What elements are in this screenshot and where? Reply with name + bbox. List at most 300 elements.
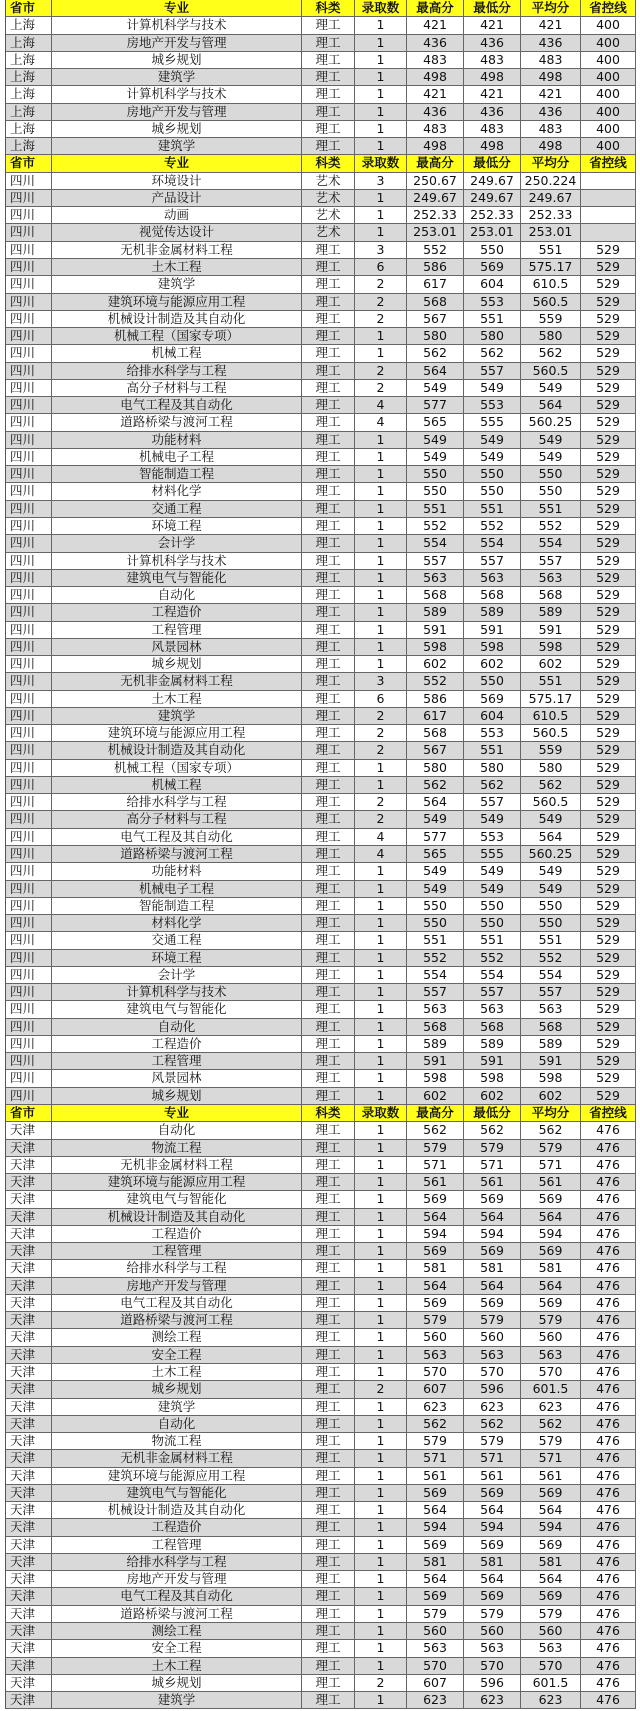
table-row	[6, 1278, 636, 1295]
cell-category: 理工	[302, 1001, 355, 1017]
header-avg-score: 平均分	[521, 155, 581, 171]
table-row	[6, 276, 636, 293]
table-row	[6, 17, 636, 34]
cell-control-line: 529	[581, 1001, 636, 1017]
cell-province: 四川	[6, 466, 52, 482]
cell-avg-score: 551	[521, 501, 581, 517]
cell-min-score: 555	[464, 414, 521, 430]
cell-major: 安全工程	[52, 1347, 302, 1363]
cell-avg-score: 563	[521, 570, 581, 586]
cell-min-score: 570	[464, 1364, 521, 1380]
cell-province: 天津	[6, 1658, 52, 1674]
cell-avg-score: 564	[521, 397, 581, 413]
cell-avg-score: 575.17	[521, 259, 581, 275]
table-row	[6, 1537, 636, 1554]
table-row	[6, 294, 636, 311]
cell-admitted-count: 1	[355, 52, 407, 68]
cell-category: 理工	[302, 1329, 355, 1345]
cell-control-line: 529	[581, 1088, 636, 1104]
cell-province: 四川	[6, 1088, 52, 1104]
cell-major: 城乡规划	[52, 1381, 302, 1397]
cell-avg-score: 253.01	[521, 224, 581, 240]
cell-admitted-count: 1	[355, 1399, 407, 1415]
cell-major: 工程造价	[52, 1519, 302, 1535]
cell-category: 理工	[302, 1209, 355, 1225]
header-max-score: 最高分	[407, 1105, 464, 1121]
cell-category: 理工	[302, 138, 355, 154]
cell-max-score: 550	[407, 898, 464, 914]
cell-min-score: 562	[464, 1416, 521, 1432]
cell-category: 理工	[302, 604, 355, 620]
cell-province: 天津	[6, 1329, 52, 1345]
cell-admitted-count: 1	[355, 483, 407, 499]
cell-min-score: 598	[464, 639, 521, 655]
cell-province: 天津	[6, 1191, 52, 1207]
cell-category: 理工	[302, 1640, 355, 1656]
cell-control-line: 476	[581, 1468, 636, 1484]
cell-max-score: 565	[407, 846, 464, 862]
cell-province: 天津	[6, 1502, 52, 1518]
cell-major: 智能制造工程	[52, 466, 302, 482]
cell-min-score: 549	[464, 380, 521, 396]
cell-province: 天津	[6, 1295, 52, 1311]
cell-control-line: 476	[581, 1260, 636, 1276]
cell-province: 天津	[6, 1554, 52, 1570]
cell-category: 理工	[302, 518, 355, 534]
cell-max-score: 569	[407, 1295, 464, 1311]
cell-min-score: 579	[464, 1433, 521, 1449]
cell-max-score: 252.33	[407, 207, 464, 223]
cell-max-score: 549	[407, 881, 464, 897]
cell-min-score: 589	[464, 1036, 521, 1052]
cell-max-score: 580	[407, 328, 464, 344]
cell-admitted-count: 1	[355, 1036, 407, 1052]
cell-min-score: 569	[464, 691, 521, 707]
cell-major: 交通工程	[52, 932, 302, 948]
cell-admitted-count: 1	[355, 1174, 407, 1190]
cell-admitted-count: 1	[355, 898, 407, 914]
table-row	[6, 345, 636, 362]
cell-min-score: 589	[464, 604, 521, 620]
cell-avg-score: 549	[521, 380, 581, 396]
cell-major: 会计学	[52, 535, 302, 551]
cell-avg-score: 552	[521, 518, 581, 534]
cell-control-line: 476	[581, 1571, 636, 1587]
table-row	[6, 259, 636, 276]
cell-category: 理工	[302, 932, 355, 948]
cell-category: 理工	[302, 984, 355, 1000]
table-row	[6, 1174, 636, 1191]
cell-province: 四川	[6, 622, 52, 638]
cell-max-score: 579	[407, 1606, 464, 1622]
cell-category: 理工	[302, 1278, 355, 1294]
table-row	[6, 829, 636, 846]
cell-avg-score: 550	[521, 466, 581, 482]
cell-avg-score: 436	[521, 35, 581, 51]
cell-max-score: 557	[407, 984, 464, 1000]
cell-major: 道路桥梁与渡河工程	[52, 414, 302, 430]
cell-major: 建筑学	[52, 708, 302, 724]
cell-category: 理工	[302, 742, 355, 758]
cell-admitted-count: 1	[355, 138, 407, 154]
cell-admitted-count: 1	[355, 1502, 407, 1518]
cell-category: 理工	[302, 1140, 355, 1156]
cell-min-score: 604	[464, 276, 521, 292]
cell-province: 四川	[6, 691, 52, 707]
cell-province: 四川	[6, 173, 52, 189]
cell-admitted-count: 1	[355, 1243, 407, 1259]
cell-avg-score: 550	[521, 915, 581, 931]
cell-province: 天津	[6, 1381, 52, 1397]
cell-province: 天津	[6, 1571, 52, 1587]
cell-admitted-count: 1	[355, 69, 407, 85]
cell-province: 天津	[6, 1364, 52, 1380]
table-row	[6, 1347, 636, 1364]
cell-min-score: 571	[464, 1157, 521, 1173]
cell-max-score: 571	[407, 1157, 464, 1173]
cell-admitted-count: 1	[355, 501, 407, 517]
cell-max-score: 557	[407, 553, 464, 569]
cell-admitted-count: 1	[355, 190, 407, 206]
cell-max-score: 617	[407, 708, 464, 724]
table-row	[6, 760, 636, 777]
cell-major: 机械设计制造及其自动化	[52, 742, 302, 758]
cell-major: 风景园林	[52, 639, 302, 655]
cell-major: 工程管理	[52, 622, 302, 638]
cell-admitted-count: 1	[355, 1588, 407, 1604]
cell-admitted-count: 1	[355, 1088, 407, 1104]
cell-min-score: 604	[464, 708, 521, 724]
cell-province: 上海	[6, 69, 52, 85]
cell-max-score: 623	[407, 1399, 464, 1415]
cell-admitted-count: 1	[355, 1329, 407, 1345]
cell-major: 工程管理	[52, 1243, 302, 1259]
cell-max-score: 563	[407, 1640, 464, 1656]
cell-category: 理工	[302, 121, 355, 137]
cell-max-score: 552	[407, 673, 464, 689]
cell-max-score: 598	[407, 1070, 464, 1086]
cell-major: 计算机科学与技术	[52, 86, 302, 102]
cell-category: 理工	[302, 345, 355, 361]
cell-category: 理工	[302, 1554, 355, 1570]
cell-min-score: 549	[464, 863, 521, 879]
cell-control-line: 476	[581, 1364, 636, 1380]
cell-major: 建筑电气与智能化	[52, 1001, 302, 1017]
cell-province: 天津	[6, 1433, 52, 1449]
cell-control-line: 400	[581, 17, 636, 33]
cell-control-line: 529	[581, 466, 636, 482]
cell-avg-score: 549	[521, 432, 581, 448]
table-row	[6, 570, 636, 587]
cell-control-line: 529	[581, 777, 636, 793]
cell-major: 产品设计	[52, 190, 302, 206]
cell-category: 理工	[302, 294, 355, 310]
cell-province: 四川	[6, 656, 52, 672]
cell-category: 理工	[302, 639, 355, 655]
table-row	[6, 1070, 636, 1087]
cell-category: 理工	[302, 52, 355, 68]
table-row	[6, 915, 636, 932]
cell-admitted-count: 1	[355, 1519, 407, 1535]
cell-admitted-count: 4	[355, 829, 407, 845]
cell-category: 理工	[302, 725, 355, 741]
cell-admitted-count: 1	[355, 1485, 407, 1501]
cell-min-score: 569	[464, 1191, 521, 1207]
cell-avg-score: 623	[521, 1692, 581, 1708]
cell-province: 四川	[6, 294, 52, 310]
cell-major: 建筑电气与智能化	[52, 1485, 302, 1501]
table-row	[6, 553, 636, 570]
cell-control-line: 529	[581, 259, 636, 275]
cell-category: 理工	[302, 380, 355, 396]
cell-min-score: 562	[464, 345, 521, 361]
cell-max-score: 617	[407, 276, 464, 292]
cell-control-line: 529	[581, 397, 636, 413]
cell-avg-score: 579	[521, 1312, 581, 1328]
cell-admitted-count: 1	[355, 224, 407, 240]
cell-max-score: 498	[407, 138, 464, 154]
cell-category: 理工	[302, 777, 355, 793]
cell-province: 天津	[6, 1623, 52, 1639]
cell-control-line: 529	[581, 863, 636, 879]
cell-control-line: 476	[581, 1122, 636, 1138]
cell-province: 天津	[6, 1416, 52, 1432]
cell-avg-score: 580	[521, 760, 581, 776]
cell-major: 房地产开发与管理	[52, 1571, 302, 1587]
cell-control-line: 529	[581, 932, 636, 948]
table-row	[6, 967, 636, 984]
cell-province: 天津	[6, 1260, 52, 1276]
cell-control-line: 529	[581, 656, 636, 672]
cell-max-score: 568	[407, 294, 464, 310]
cell-min-score: 483	[464, 121, 521, 137]
table-row	[6, 898, 636, 915]
cell-admitted-count: 1	[355, 1537, 407, 1553]
cell-major: 城乡规划	[52, 52, 302, 68]
cell-category: 理工	[302, 104, 355, 120]
table-row	[6, 725, 636, 742]
cell-control-line: 476	[581, 1606, 636, 1622]
cell-province: 四川	[6, 432, 52, 448]
cell-admitted-count: 2	[355, 311, 407, 327]
cell-min-score: 568	[464, 1019, 521, 1035]
table-row	[6, 104, 636, 121]
cell-major: 电气工程及其自动化	[52, 829, 302, 845]
cell-control-line: 529	[581, 1019, 636, 1035]
cell-category: 理工	[302, 1416, 355, 1432]
cell-max-score: 580	[407, 760, 464, 776]
cell-min-score: 553	[464, 397, 521, 413]
table-row	[6, 535, 636, 552]
cell-province: 四川	[6, 777, 52, 793]
cell-avg-score: 560.5	[521, 294, 581, 310]
cell-province: 上海	[6, 121, 52, 137]
cell-avg-score: 569	[521, 1588, 581, 1604]
cell-max-score: 579	[407, 1312, 464, 1328]
cell-avg-score: 570	[521, 1364, 581, 1380]
cell-min-score: 421	[464, 17, 521, 33]
cell-min-score: 569	[464, 1243, 521, 1259]
cell-min-score: 252.33	[464, 207, 521, 223]
cell-province: 四川	[6, 639, 52, 655]
cell-control-line: 476	[581, 1312, 636, 1328]
table-row	[6, 1623, 636, 1640]
cell-avg-score: 554	[521, 967, 581, 983]
cell-major: 无机非金属材料工程	[52, 1157, 302, 1173]
cell-admitted-count: 2	[355, 294, 407, 310]
cell-province: 四川	[6, 915, 52, 931]
header-major: 专业	[52, 1105, 302, 1121]
cell-avg-score: 610.5	[521, 276, 581, 292]
table-row	[6, 984, 636, 1001]
cell-max-score: 554	[407, 967, 464, 983]
cell-max-score: 550	[407, 483, 464, 499]
cell-category: 理工	[302, 967, 355, 983]
cell-control-line: 400	[581, 104, 636, 120]
cell-major: 测绘工程	[52, 1329, 302, 1345]
cell-province: 四川	[6, 535, 52, 551]
table-row	[6, 1399, 636, 1416]
cell-province: 上海	[6, 35, 52, 51]
cell-avg-score: 564	[521, 1209, 581, 1225]
cell-admitted-count: 1	[355, 950, 407, 966]
header-max-score: 最高分	[407, 155, 464, 171]
cell-max-score: 421	[407, 17, 464, 33]
cell-max-score: 571	[407, 1450, 464, 1466]
cell-major: 智能制造工程	[52, 898, 302, 914]
cell-control-line: 476	[581, 1433, 636, 1449]
table-row	[6, 121, 636, 138]
table-row	[6, 414, 636, 431]
cell-category: 理工	[302, 622, 355, 638]
cell-min-score: 561	[464, 1468, 521, 1484]
table-row	[6, 604, 636, 621]
cell-major: 土木工程	[52, 691, 302, 707]
table-row	[6, 69, 636, 86]
cell-major: 计算机科学与技术	[52, 984, 302, 1000]
cell-min-score: 553	[464, 829, 521, 845]
cell-max-score: 549	[407, 432, 464, 448]
cell-min-score: 549	[464, 811, 521, 827]
cell-min-score: 580	[464, 760, 521, 776]
cell-control-line: 400	[581, 69, 636, 85]
cell-max-score: 564	[407, 1209, 464, 1225]
cell-avg-score: 551	[521, 673, 581, 689]
cell-admitted-count: 2	[355, 380, 407, 396]
cell-max-score: 579	[407, 1433, 464, 1449]
cell-avg-score: 562	[521, 345, 581, 361]
table-row	[6, 1692, 636, 1709]
cell-control-line: 400	[581, 52, 636, 68]
cell-control-line: 476	[581, 1157, 636, 1173]
cell-control-line: 529	[581, 328, 636, 344]
cell-avg-score: 561	[521, 1468, 581, 1484]
cell-max-score: 586	[407, 691, 464, 707]
cell-min-score: 596	[464, 1381, 521, 1397]
cell-max-score: 552	[407, 242, 464, 258]
cell-control-line: 529	[581, 984, 636, 1000]
cell-major: 建筑学	[52, 69, 302, 85]
cell-control-line	[581, 207, 636, 223]
cell-province: 天津	[6, 1347, 52, 1363]
cell-major: 环境设计	[52, 173, 302, 189]
header-min-score: 最低分	[464, 1105, 521, 1121]
table-row	[6, 1468, 636, 1485]
cell-major: 风景园林	[52, 1070, 302, 1086]
cell-admitted-count: 1	[355, 432, 407, 448]
cell-avg-score: 569	[521, 1537, 581, 1553]
cell-min-score: 249.67	[464, 190, 521, 206]
cell-max-score: 563	[407, 1347, 464, 1363]
cell-min-score: 552	[464, 950, 521, 966]
table-row	[6, 190, 636, 207]
cell-control-line: 529	[581, 1053, 636, 1069]
cell-avg-score: 252.33	[521, 207, 581, 223]
table-row	[6, 363, 636, 380]
cell-category: 理工	[302, 760, 355, 776]
cell-admitted-count: 1	[355, 1260, 407, 1276]
cell-avg-score: 569	[521, 1485, 581, 1501]
cell-avg-score: 601.5	[521, 1381, 581, 1397]
cell-min-score: 602	[464, 1088, 521, 1104]
cell-major: 材料化学	[52, 483, 302, 499]
table-row	[6, 691, 636, 708]
cell-avg-score: 549	[521, 449, 581, 465]
cell-major: 给排水科学与工程	[52, 1554, 302, 1570]
cell-admitted-count: 1	[355, 863, 407, 879]
table-row	[6, 1053, 636, 1070]
cell-province: 天津	[6, 1606, 52, 1622]
cell-admitted-count: 3	[355, 673, 407, 689]
cell-admitted-count: 1	[355, 1295, 407, 1311]
cell-category: 艺术	[302, 190, 355, 206]
cell-major: 房地产开发与管理	[52, 1278, 302, 1294]
cell-max-score: 551	[407, 932, 464, 948]
cell-province: 四川	[6, 742, 52, 758]
cell-province: 四川	[6, 483, 52, 499]
cell-min-score: 596	[464, 1675, 521, 1691]
cell-admitted-count: 1	[355, 1278, 407, 1294]
cell-avg-score: 610.5	[521, 708, 581, 724]
table-row	[6, 449, 636, 466]
cell-max-score: 591	[407, 622, 464, 638]
cell-province: 天津	[6, 1312, 52, 1328]
cell-category: 理工	[302, 1295, 355, 1311]
cell-control-line: 529	[581, 708, 636, 724]
cell-control-line: 529	[581, 535, 636, 551]
cell-admitted-count: 1	[355, 1070, 407, 1086]
cell-avg-score: 623	[521, 1399, 581, 1415]
cell-max-score: 564	[407, 1571, 464, 1587]
cell-province: 四川	[6, 1070, 52, 1086]
cell-province: 四川	[6, 950, 52, 966]
cell-province: 天津	[6, 1278, 52, 1294]
cell-control-line: 529	[581, 794, 636, 810]
cell-control-line: 529	[581, 811, 636, 827]
cell-control-line: 529	[581, 242, 636, 258]
cell-major: 高分子材料与工程	[52, 380, 302, 396]
cell-admitted-count: 1	[355, 1157, 407, 1173]
cell-category: 理工	[302, 242, 355, 258]
table-row	[6, 35, 636, 52]
cell-max-score: 250.67	[407, 173, 464, 189]
cell-major: 城乡规划	[52, 1675, 302, 1691]
cell-major: 自动化	[52, 1019, 302, 1035]
cell-avg-score: 549	[521, 863, 581, 879]
cell-control-line: 476	[581, 1295, 636, 1311]
table-row	[6, 1209, 636, 1226]
cell-max-score: 607	[407, 1675, 464, 1691]
